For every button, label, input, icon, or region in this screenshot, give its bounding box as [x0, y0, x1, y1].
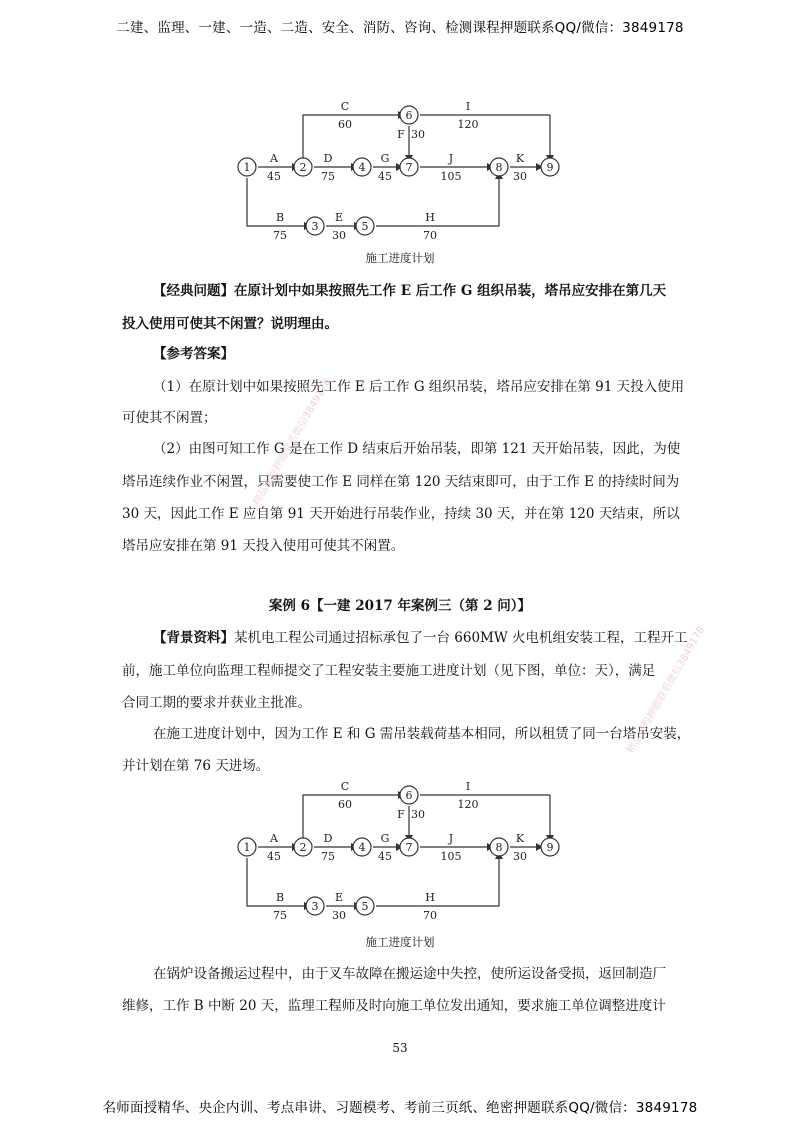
- activity-duration: 45: [267, 850, 281, 863]
- activity-name: K: [515, 152, 525, 165]
- activity-name: J: [448, 152, 454, 165]
- activity-name: A: [270, 152, 278, 165]
- background-line-1: [153, 632, 688, 646]
- node-label: 2: [299, 161, 307, 174]
- background-text: 某机电工程公司通过招标承包了一台 660MW 火电机组安装工程，工程开工: [234, 630, 688, 646]
- activity-duration: 45: [267, 170, 281, 183]
- background-label: 【背景资料】: [153, 630, 234, 646]
- activity-duration: 45: [378, 850, 392, 863]
- node-label: 1: [243, 161, 251, 174]
- activity-name: E: [334, 891, 344, 904]
- activity-duration: 75: [321, 170, 335, 183]
- node-label: 7: [405, 841, 413, 854]
- activity-duration: 120: [457, 118, 479, 131]
- activity-duration: 30: [513, 170, 527, 183]
- network-diagram-1: [225, 100, 575, 242]
- background-line: 并计划在第 76 天进场。: [122, 758, 270, 774]
- network-diagram-2: [225, 780, 575, 922]
- answer-line: 30 天，因此工作 E 应自第 91 天开始进行吊装作业，持续 30 天，并在第 120 天结束，所以: [122, 506, 680, 522]
- activity-duration: 30: [513, 850, 527, 863]
- activity-name: K: [515, 832, 525, 845]
- activity-name: D: [323, 152, 333, 165]
- activity-duration: 75: [321, 850, 335, 863]
- activity-duration: 30: [411, 808, 425, 821]
- activity-name: D: [323, 832, 333, 845]
- activity-duration: 75: [273, 229, 287, 242]
- activity-duration: 45: [378, 170, 392, 183]
- question-line: 投入使用可使其不闲置？说明理由。: [122, 316, 338, 332]
- activity-duration: 70: [423, 909, 437, 922]
- page-number: 53: [392, 1041, 408, 1055]
- node-label: 9: [546, 161, 554, 174]
- paragraph-line: 在锅炉设备搬运过程中，由于叉车故障在搬运途中失控，使所运设备受损，返回制造厂: [153, 966, 666, 982]
- activity-duration: 70: [423, 229, 437, 242]
- node-label: 1: [243, 841, 251, 854]
- activity-duration: 105: [440, 850, 462, 863]
- activity-name: A: [270, 832, 278, 845]
- diagram-caption: 施工进度计划: [365, 251, 435, 265]
- node-label: 8: [495, 161, 503, 174]
- background-line: 合同工期的要求并获业主批准。: [122, 695, 311, 711]
- case-title: 案例 6【一建 2017 年案例三（第 2 问）】: [268, 598, 532, 614]
- paragraph-line: 维修，工作 B 中断 20 天，监理工程师及时向施工单位发出通知，要求施工单位调整进度计: [122, 998, 666, 1014]
- node-label: 6: [405, 789, 413, 802]
- activity-name: B: [275, 211, 285, 224]
- answer-line: 塔吊应安排在第 91 天投入使用可使其不闲置。: [122, 538, 405, 554]
- activity-name: C: [340, 100, 350, 113]
- node-label: 3: [311, 900, 319, 913]
- activity-name: J: [448, 832, 454, 845]
- activity-name: E: [334, 211, 344, 224]
- activity-name: I: [465, 780, 471, 793]
- node-label: 2: [299, 841, 307, 854]
- activity-duration: 105: [440, 170, 462, 183]
- node-label: 8: [495, 841, 503, 854]
- activity-name: H: [425, 211, 435, 224]
- activity-duration: 30: [332, 229, 346, 242]
- diagram-caption: 施工进度计划: [365, 935, 435, 949]
- page-footer: 名师面授精华、央企内训、考点串讲、习题模考、考前三页纸、绝密押题联系QQ/微信：3849178: [102, 1100, 698, 1116]
- activity-duration: 60: [338, 118, 352, 131]
- background-line: 前，施工单位向监理工程师提交了工程安装主要施工进度计划（见下图，单位：天），满足: [122, 663, 656, 679]
- activity-duration: 30: [332, 909, 346, 922]
- node-label: 3: [311, 220, 319, 233]
- activity-name: G: [380, 152, 390, 165]
- answer-title: 【参考答案】: [153, 346, 234, 362]
- activity-name: H: [425, 891, 435, 904]
- node-label: 4: [358, 161, 366, 174]
- watermark: 精品课程押题联系微信3849178: [251, 376, 334, 508]
- answer-line: （2）由图可知工作 G 是在工作 D 结束后开始吊装，即第 121 天开始吊装，因此，为使: [153, 441, 681, 457]
- activity-duration: 75: [273, 909, 287, 922]
- background-line: 在施工进度计划中，因为工作 E 和 G 需吊装载荷基本相同，所以租赁了同一台塔吊安装，: [153, 726, 691, 742]
- question-line: 【经典问题】在原计划中如果按照先工作 E 后工作 G 组织吊装，塔吊应安排在第几天: [153, 283, 667, 299]
- page-header: 二建、监理、一建、一造、二造、安全、消防、咨询、检测课程押题联系QQ/微信：3849178: [116, 20, 684, 36]
- activity-name: I: [465, 100, 471, 113]
- node-label: 6: [405, 109, 413, 122]
- watermark: 精品课程押题联系微信3849178: [625, 624, 708, 756]
- activity-duration: 60: [338, 798, 352, 811]
- activity-name: G: [380, 832, 390, 845]
- answer-line: （1）在原计划中如果按照先工作 E 后工作 G 组织吊装，塔吊应安排在第 91 天投入使用: [153, 379, 685, 395]
- activity-name: B: [275, 891, 285, 904]
- answer-line: 塔吊连续作业不闲置，只需要使工作 E 同样在第 120 天结束即可，由于工作 E 的持续时间为: [122, 474, 680, 490]
- activity-duration: 120: [457, 798, 479, 811]
- node-label: 7: [405, 161, 413, 174]
- node-label: 5: [361, 220, 369, 233]
- activity-name: F: [397, 808, 405, 821]
- node-label: 4: [358, 841, 366, 854]
- activity-name: C: [340, 780, 350, 793]
- answer-line: 可使其不闲置；: [122, 410, 217, 426]
- node-label: 9: [546, 841, 554, 854]
- node-label: 5: [361, 900, 369, 913]
- activity-name: F: [397, 128, 405, 141]
- activity-duration: 30: [411, 128, 425, 141]
